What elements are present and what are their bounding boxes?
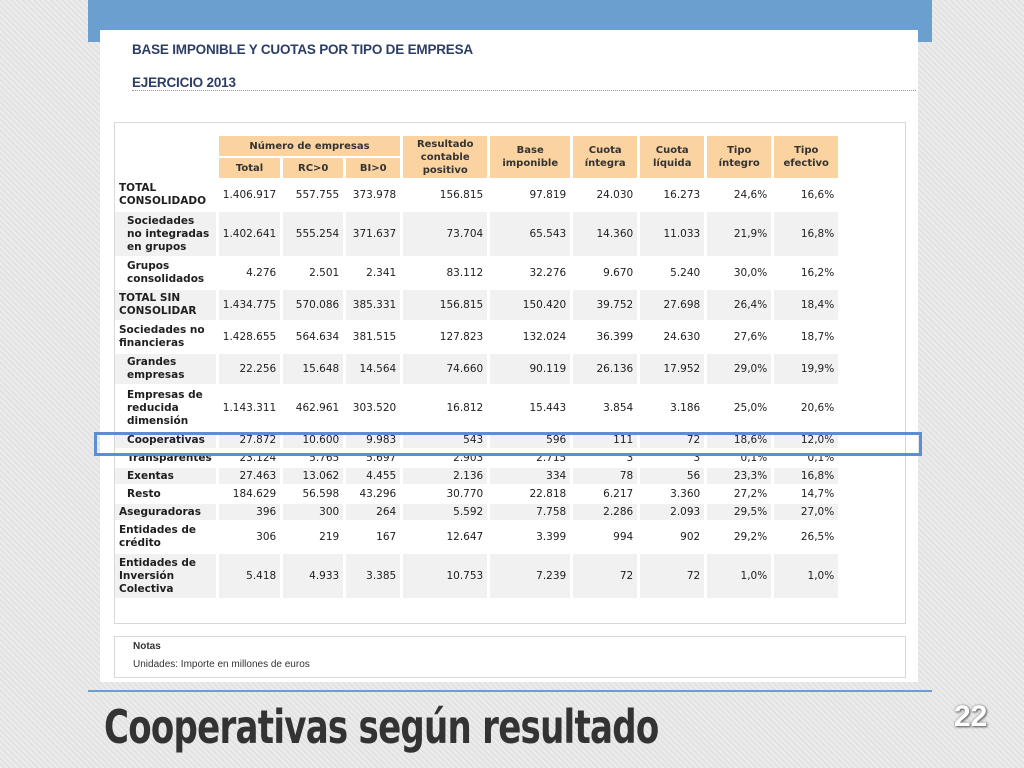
table-cell: 4.933 — [283, 554, 343, 598]
table-cell: 74.660 — [403, 354, 487, 384]
table-cell: 264 — [346, 504, 400, 520]
row-label: Transparentes — [127, 451, 212, 464]
row-label: TOTAL SIN CONSOLIDAR — [115, 290, 216, 320]
table-cell: 90.119 — [490, 354, 570, 384]
table-cell: 156.815 — [403, 290, 487, 320]
table-cell: 24.630 — [663, 331, 701, 343]
row-label: Resto — [127, 487, 161, 500]
table-cell: 0,1% — [740, 452, 768, 464]
table-cell: 1,0% — [774, 554, 838, 598]
table-cell: 300 — [283, 504, 343, 520]
table-cell: 43.296 — [359, 488, 397, 500]
table-cell: 56 — [640, 468, 704, 484]
row-label: Sociedades no financieras — [119, 324, 205, 349]
table-cell: 4.276 — [246, 267, 277, 279]
table-row — [115, 354, 838, 384]
header-tipo-efectivo: Tipo efectivo — [774, 136, 838, 178]
page-number: 22 — [954, 700, 988, 733]
table-cell: 83.112 — [446, 267, 484, 279]
table-row — [115, 322, 838, 352]
table-cell: 20,6% — [800, 402, 835, 414]
table-cell: 2.093 — [640, 504, 704, 520]
table-cell: 11.033 — [640, 212, 704, 256]
table-cell: 24,6% — [733, 189, 768, 201]
table-cell: 2.501 — [309, 267, 340, 279]
table-cell: 23.124 — [239, 452, 277, 464]
table-cell: 564.634 — [295, 331, 340, 343]
table-cell: 5.418 — [219, 554, 280, 598]
table-cell: 12,0% — [774, 432, 838, 448]
table-cell: 27.698 — [640, 290, 704, 320]
table-cell: 3.186 — [670, 402, 701, 414]
table-cell: 385.331 — [346, 290, 400, 320]
table-cell: 2.286 — [573, 504, 637, 520]
table-cell: 73.704 — [403, 212, 487, 256]
table-cell: 184.629 — [232, 488, 277, 500]
table-cell: 381.515 — [352, 331, 397, 343]
table-cell: 72 — [573, 554, 637, 598]
table-cell: 1.143.311 — [222, 402, 277, 414]
table-cell: 30.770 — [446, 488, 484, 500]
table-cell: 4.455 — [346, 468, 400, 484]
table-cell: 2.903 — [453, 452, 484, 464]
table-cell: 132.024 — [522, 331, 567, 343]
table-cell: 32.276 — [529, 267, 567, 279]
title-rule — [88, 690, 932, 692]
table-cell: 111 — [573, 432, 637, 448]
table-row — [115, 522, 838, 552]
table-cell: 5.765 — [309, 452, 340, 464]
table-cell: 167 — [376, 531, 397, 543]
table-cell: 22.818 — [529, 488, 567, 500]
dotted-divider — [132, 90, 916, 91]
table-row — [115, 468, 838, 484]
table-cell: 1.406.917 — [222, 189, 277, 201]
table-cell: 27.463 — [219, 468, 280, 484]
table-cell: 15.443 — [529, 402, 567, 414]
table-cell: 219 — [319, 531, 340, 543]
row-label: Entidades de Inversión Colectiva — [115, 554, 216, 598]
table-cell: 16,2% — [800, 267, 835, 279]
table-cell: 27.872 — [219, 432, 280, 448]
row-label: Aseguradoras — [115, 504, 216, 520]
table-cell: 18,4% — [774, 290, 838, 320]
table-cell: 6.217 — [603, 488, 634, 500]
table-cell: 72 — [640, 554, 704, 598]
header-cuota-integra: Cuota íntegra — [573, 136, 637, 178]
row-label: TOTAL CONSOLIDADO — [119, 182, 206, 207]
row-label: Sociedades no integradas en grupos — [115, 212, 216, 256]
table-row — [115, 180, 838, 210]
table-cell: 16,6% — [800, 189, 835, 201]
notes-text: Unidades: Importe en millones de euros — [133, 659, 310, 670]
row-label: Exentas — [115, 468, 216, 484]
table-cell: 16.273 — [663, 189, 701, 201]
table-cell: 2.341 — [366, 267, 397, 279]
table-cell: 97.819 — [529, 189, 567, 201]
table-cell: 27,2% — [733, 488, 768, 500]
table-cell: 3 — [693, 452, 701, 464]
table-cell: 7.758 — [490, 504, 570, 520]
row-label: Cooperativas — [115, 432, 216, 448]
table-cell: 78 — [573, 468, 637, 484]
table-cell: 10.600 — [283, 432, 343, 448]
table-cell: 18,6% — [707, 432, 771, 448]
table-cell: 570.086 — [283, 290, 343, 320]
table-cell: 9.670 — [603, 267, 634, 279]
table-row — [115, 290, 838, 320]
notes-box — [114, 636, 906, 678]
header-numero-empresas: Número de empresas — [219, 136, 400, 156]
table-cell: 24.030 — [596, 189, 634, 201]
table-cell: 15.648 — [283, 354, 343, 384]
table-cell: 14,7% — [800, 488, 835, 500]
table-cell: 13.062 — [283, 468, 343, 484]
table-cell: 14.564 — [346, 354, 400, 384]
table-cell: 334 — [490, 468, 570, 484]
row-label: Grupos consolidados — [127, 260, 205, 285]
header-total: Total — [219, 158, 280, 178]
table-cell: 5.697 — [366, 452, 397, 464]
table-cell: 396 — [219, 504, 280, 520]
table-cell: 14.360 — [573, 212, 637, 256]
table-cell: 26,4% — [707, 290, 771, 320]
table-cell: 596 — [490, 432, 570, 448]
tax-table — [112, 134, 841, 600]
table-cell: 16,8% — [774, 212, 838, 256]
table-cell: 303.520 — [352, 402, 397, 414]
table-cell: 18,7% — [800, 331, 835, 343]
table-cell: 462.961 — [295, 402, 340, 414]
table-cell: 36.399 — [596, 331, 634, 343]
header-bi: BI>0 — [346, 158, 400, 178]
table-cell: 19,9% — [774, 354, 838, 384]
table-cell: 10.753 — [403, 554, 487, 598]
cooperativas-highlight — [94, 432, 922, 456]
table-cell: 72 — [640, 432, 704, 448]
table-cell: 1.434.775 — [219, 290, 280, 320]
table-cell: 156.815 — [439, 189, 484, 201]
table-cell: 373.978 — [352, 189, 397, 201]
header-blank — [115, 136, 216, 178]
table-cell: 17.952 — [640, 354, 704, 384]
table-row — [115, 554, 838, 598]
table-cell: 26,5% — [800, 531, 835, 543]
table-cell: 22.256 — [219, 354, 280, 384]
table-cell: 29,2% — [733, 531, 768, 543]
table-cell: 29,0% — [707, 354, 771, 384]
table-cell: 902 — [680, 531, 701, 543]
table-cell: 1,0% — [707, 554, 771, 598]
table-cell: 2.715 — [536, 452, 567, 464]
row-label: Grandes empresas — [115, 354, 216, 384]
table-cell: 3.360 — [670, 488, 701, 500]
row-label: Entidades de crédito — [119, 524, 197, 549]
header-tipo-integro: Tipo íntegro — [707, 136, 771, 178]
table-row — [115, 486, 838, 502]
table-cell: 555.254 — [283, 212, 343, 256]
header-resultado: Resultado contable positivo — [403, 136, 487, 178]
header-cuota-liquida: Cuota líquida — [640, 136, 704, 178]
table-row — [115, 212, 838, 256]
table-row — [115, 386, 838, 430]
table-cell: 543 — [403, 432, 487, 448]
table-cell: 5.592 — [403, 504, 487, 520]
table-cell: 1.402.641 — [219, 212, 280, 256]
table-cell: 26.136 — [573, 354, 637, 384]
table-body — [115, 180, 838, 598]
table-cell: 25,0% — [733, 402, 768, 414]
table-cell: 1.428.655 — [222, 331, 277, 343]
table-cell: 16,8% — [774, 468, 838, 484]
table-heading: BASE IMPONIBLE Y CUOTAS POR TIPO DE EMPRESA — [132, 42, 473, 57]
table-cell: 3.399 — [536, 531, 567, 543]
table-cell: 9.983 — [346, 432, 400, 448]
table-row — [115, 258, 838, 288]
table-subheading: EJERCICIO 2013 — [132, 75, 236, 90]
table-row — [115, 504, 838, 520]
table-cell: 306 — [256, 531, 277, 543]
header-rc: RC>0 — [283, 158, 343, 178]
table-cell: 150.420 — [490, 290, 570, 320]
table-cell: 3 — [626, 452, 634, 464]
table-cell: 23,3% — [707, 468, 771, 484]
table-cell: 27,0% — [774, 504, 838, 520]
table-cell: 7.239 — [490, 554, 570, 598]
table-cell: 557.755 — [295, 189, 340, 201]
table-cell: 3.854 — [603, 402, 634, 414]
table-cell: 27,6% — [733, 331, 768, 343]
table-cell: 65.543 — [490, 212, 570, 256]
notes-title: Notas — [133, 641, 161, 652]
table-cell: 0,1% — [807, 452, 835, 464]
slide-title: Cooperativas según resultado — [104, 700, 659, 754]
table-cell: 21,9% — [707, 212, 771, 256]
header-base: Base imponible — [490, 136, 570, 178]
table-cell: 29,5% — [707, 504, 771, 520]
table-cell: 12.647 — [446, 531, 484, 543]
table-cell: 56.598 — [302, 488, 340, 500]
table-cell: 30,0% — [733, 267, 768, 279]
table-cell: 371.637 — [346, 212, 400, 256]
table-cell: 16.812 — [446, 402, 484, 414]
table-cell: 5.240 — [670, 267, 701, 279]
table-cell: 994 — [613, 531, 634, 543]
table-cell: 127.823 — [439, 331, 484, 343]
row-label: Empresas de reducida dimensión — [127, 388, 203, 427]
table-cell: 3.385 — [346, 554, 400, 598]
table-cell: 2.136 — [403, 468, 487, 484]
table-cell: 39.752 — [573, 290, 637, 320]
